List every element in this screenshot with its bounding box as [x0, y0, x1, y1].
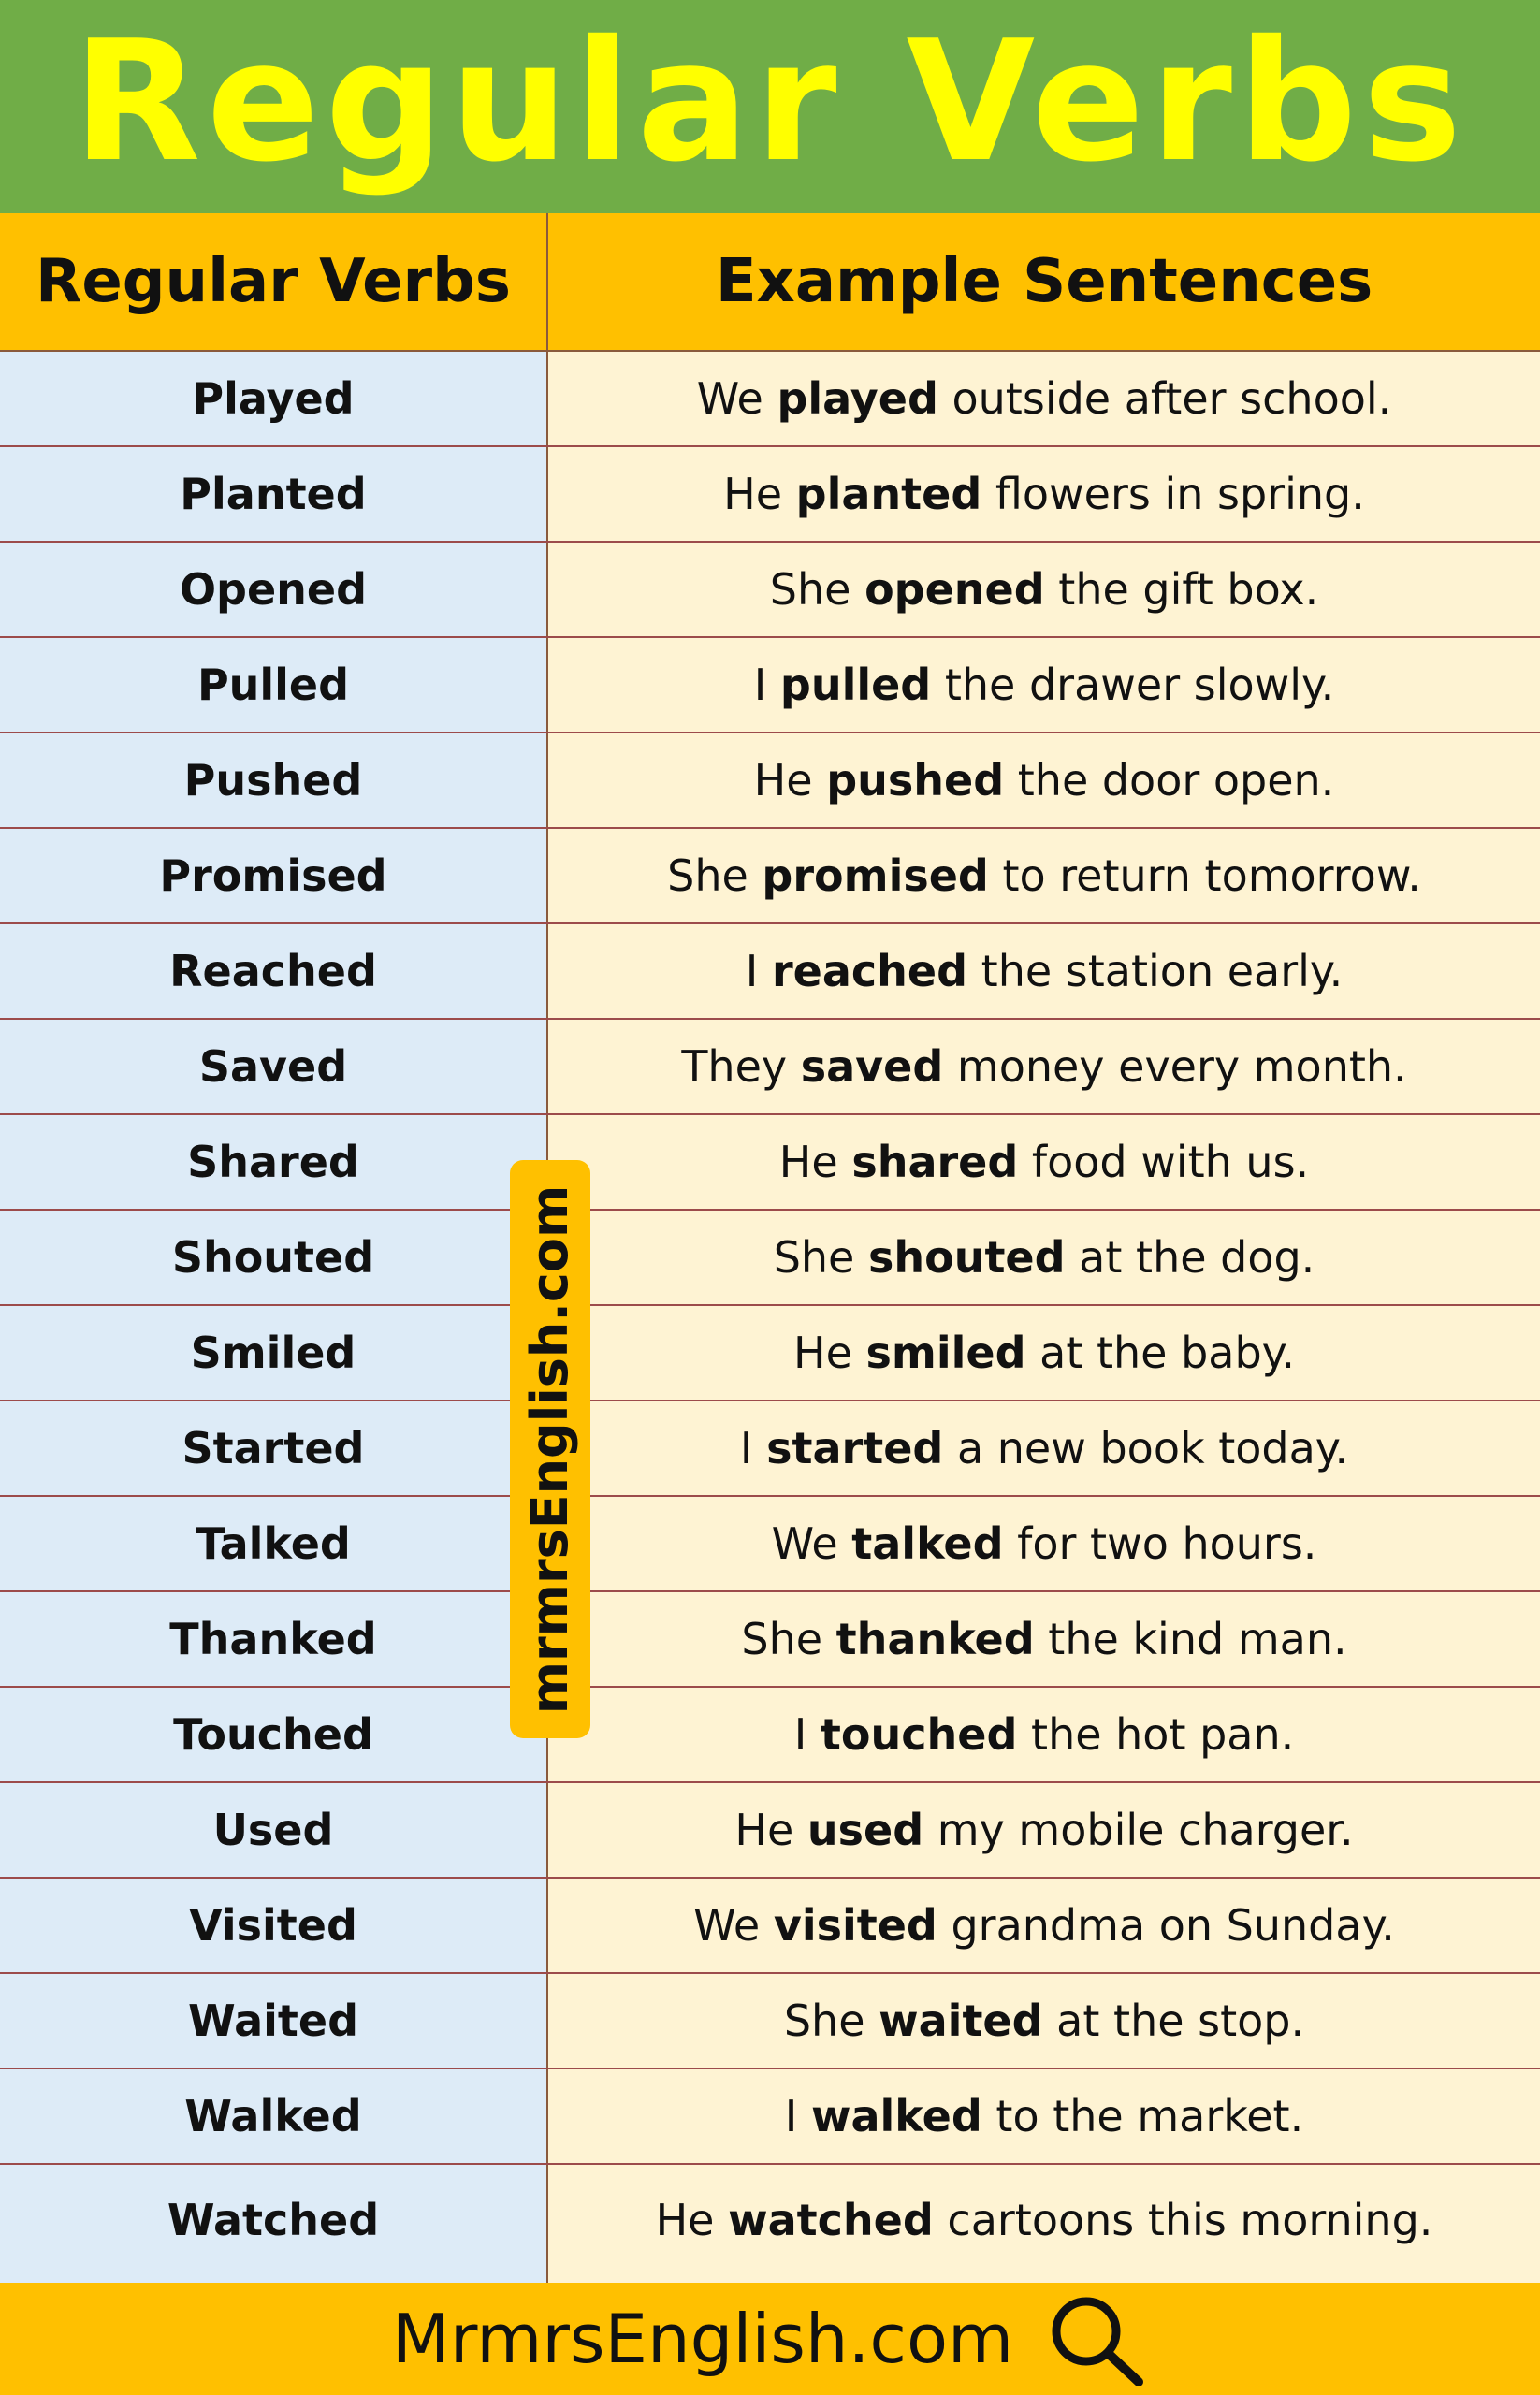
sentence-text: the kind man. — [1034, 1614, 1347, 1664]
sentence-text: cartoons this morning. — [933, 2195, 1433, 2245]
verb-cell: Pushed — [183, 755, 363, 806]
sentence-text: We — [696, 373, 777, 424]
sentence-cell — [548, 1020, 1540, 1113]
table-row — [0, 1592, 1540, 1688]
table-row — [0, 1306, 1540, 1401]
search-icon[interactable] — [1045, 2292, 1148, 2386]
table-header — [0, 213, 1540, 352]
verb-cell: Reached — [169, 946, 377, 996]
table-body — [0, 352, 1540, 2283]
sentence-cell — [548, 1211, 1540, 1304]
sentence-text: She — [769, 564, 865, 615]
sentence-cell — [548, 2165, 1540, 2275]
verb-cell: Promised — [159, 850, 387, 901]
sentence-text: He — [734, 1805, 807, 1855]
sentence-text: the gift box. — [1044, 564, 1319, 615]
sentence-text: I — [793, 1709, 821, 1760]
sentence-text: He — [655, 2195, 729, 2245]
sentence-verb-highlight: touched — [820, 1709, 1018, 1760]
sentence-verb-highlight: reached — [771, 946, 968, 996]
sentence-cell — [548, 447, 1540, 541]
verb-cell: Walked — [184, 2091, 362, 2141]
sentence-text: my mobile charger. — [923, 1805, 1354, 1855]
table-row — [0, 924, 1540, 1020]
sentence-verb-highlight: smiled — [865, 1328, 1026, 1378]
verb-cell: Watched — [167, 2195, 380, 2245]
verb-cell: Shared — [187, 1137, 359, 1187]
sentence-text: to return tomorrow. — [988, 850, 1421, 901]
sentence-cell — [548, 2069, 1540, 2163]
sentence-verb-highlight: played — [777, 373, 938, 424]
verb-cell: Touched — [173, 1709, 373, 1760]
sentence-verb-highlight: talked — [851, 1518, 1004, 1569]
sentence-text: the hot pan. — [1017, 1709, 1295, 1760]
watermark-text: mrmrsEnglish.com — [520, 1184, 580, 1714]
sentence-text: at the dog. — [1065, 1232, 1315, 1283]
sentence-text: I — [739, 1423, 767, 1473]
table-row — [0, 1401, 1540, 1497]
sentence-cell — [548, 1783, 1540, 1877]
sentence-text: I — [753, 660, 780, 710]
sentence-verb-highlight: walked — [811, 2091, 982, 2141]
sentence-text: He — [723, 469, 796, 519]
sentence-cell — [548, 1974, 1540, 2068]
sentence-verb-highlight: visited — [773, 1900, 937, 1951]
sentence-text: She — [783, 1996, 879, 2046]
sentence-verb-highlight: pushed — [826, 755, 1005, 806]
sentence-cell — [548, 1879, 1540, 1972]
verb-cell: Used — [212, 1805, 334, 1855]
title-banner — [0, 0, 1540, 213]
sentence-verb-highlight: opened — [864, 564, 1045, 615]
sentence-text: grandma on Sunday. — [937, 1900, 1395, 1951]
footer — [0, 2283, 1540, 2395]
sentence-verb-highlight: waited — [879, 1996, 1043, 2046]
sentence-text: I — [745, 946, 772, 996]
watermark-badge — [510, 1160, 590, 1738]
sentence-text: the station early. — [967, 946, 1344, 996]
table-row — [0, 1211, 1540, 1306]
sentence-text: We — [693, 1900, 774, 1951]
sentence-text: the drawer slowly. — [931, 660, 1335, 710]
sentence-cell — [548, 1115, 1540, 1209]
sentence-text: She — [773, 1232, 868, 1283]
sentence-cell — [548, 1497, 1540, 1590]
verb-cell: Played — [192, 373, 355, 424]
table-row — [0, 1783, 1540, 1879]
sentence-verb-highlight: planted — [795, 469, 982, 519]
verb-cell: Talked — [196, 1518, 351, 1569]
table-row — [0, 1879, 1540, 1974]
sentence-text: flowers in spring. — [981, 469, 1365, 519]
sentence-verb-highlight: saved — [800, 1041, 944, 1092]
sentence-verb-highlight: started — [766, 1423, 944, 1473]
sentence-text: She — [667, 850, 763, 901]
verb-cell: Visited — [189, 1900, 357, 1951]
sentence-cell — [548, 352, 1540, 445]
header-example-sentences: Example Sentences — [715, 247, 1373, 316]
sentence-text: the door open. — [1004, 755, 1335, 806]
sentence-cell — [548, 733, 1540, 827]
table-row — [0, 733, 1540, 829]
table-row — [0, 447, 1540, 543]
sentence-cell — [548, 829, 1540, 922]
table-row — [0, 2069, 1540, 2165]
table-row — [0, 1688, 1540, 1783]
table-row — [0, 1020, 1540, 1115]
sentence-verb-highlight: used — [806, 1805, 924, 1855]
page-title: Regular Verbs — [72, 5, 1468, 198]
sentence-text: to the market. — [981, 2091, 1304, 2141]
sentence-cell — [548, 638, 1540, 732]
sentence-text: He — [793, 1328, 866, 1378]
table-row — [0, 1974, 1540, 2069]
sentence-verb-highlight: watched — [728, 2195, 934, 2245]
verb-cell: Started — [182, 1423, 365, 1473]
table-row — [0, 829, 1540, 924]
sentence-text: He — [778, 1137, 852, 1187]
sentence-cell — [548, 1592, 1540, 1686]
footer-website[interactable]: MrmrsEnglish.com — [391, 2300, 1014, 2378]
sentence-verb-highlight: shouted — [867, 1232, 1066, 1283]
sentence-text: money every month. — [943, 1041, 1407, 1092]
verb-cell: Pulled — [196, 660, 350, 710]
sentence-text: He — [753, 755, 827, 806]
sentence-cell — [548, 1401, 1540, 1495]
verb-cell: Opened — [179, 564, 368, 615]
header-regular-verbs: Regular Verbs — [36, 247, 511, 316]
sentence-verb-highlight: shared — [851, 1137, 1019, 1187]
verb-cell: Planted — [180, 469, 367, 519]
sentence-text: food with us. — [1018, 1137, 1310, 1187]
sentence-text: for two hours. — [1003, 1518, 1317, 1569]
sentence-cell — [548, 1688, 1540, 1781]
verb-cell: Smiled — [190, 1328, 356, 1378]
verb-cell: Thanked — [169, 1614, 377, 1664]
sentence-text: She — [741, 1614, 836, 1664]
sentence-text: outside after school. — [937, 373, 1392, 424]
verb-cell: Saved — [198, 1041, 348, 1092]
table-row — [0, 543, 1540, 638]
sentence-verb-highlight: pulled — [779, 660, 932, 710]
sentence-cell — [548, 924, 1540, 1018]
table-row — [0, 352, 1540, 447]
table-row — [0, 2165, 1540, 2275]
sentence-cell — [548, 543, 1540, 636]
verb-cell: Waited — [187, 1996, 359, 2046]
sentence-text: a new book today. — [943, 1423, 1349, 1473]
sentence-verb-highlight: promised — [762, 850, 989, 901]
sentence-verb-highlight: thanked — [835, 1614, 1035, 1664]
sentence-text: They — [681, 1041, 801, 1092]
verb-cell: Shouted — [171, 1232, 375, 1283]
table-row — [0, 1115, 1540, 1211]
sentence-text: I — [784, 2091, 811, 2141]
table-row — [0, 638, 1540, 733]
sentence-text: at the baby. — [1025, 1328, 1295, 1378]
sentence-text: We — [771, 1518, 852, 1569]
sentence-text: at the stop. — [1042, 1996, 1305, 2046]
table-row — [0, 1497, 1540, 1592]
sentence-cell — [548, 1306, 1540, 1400]
